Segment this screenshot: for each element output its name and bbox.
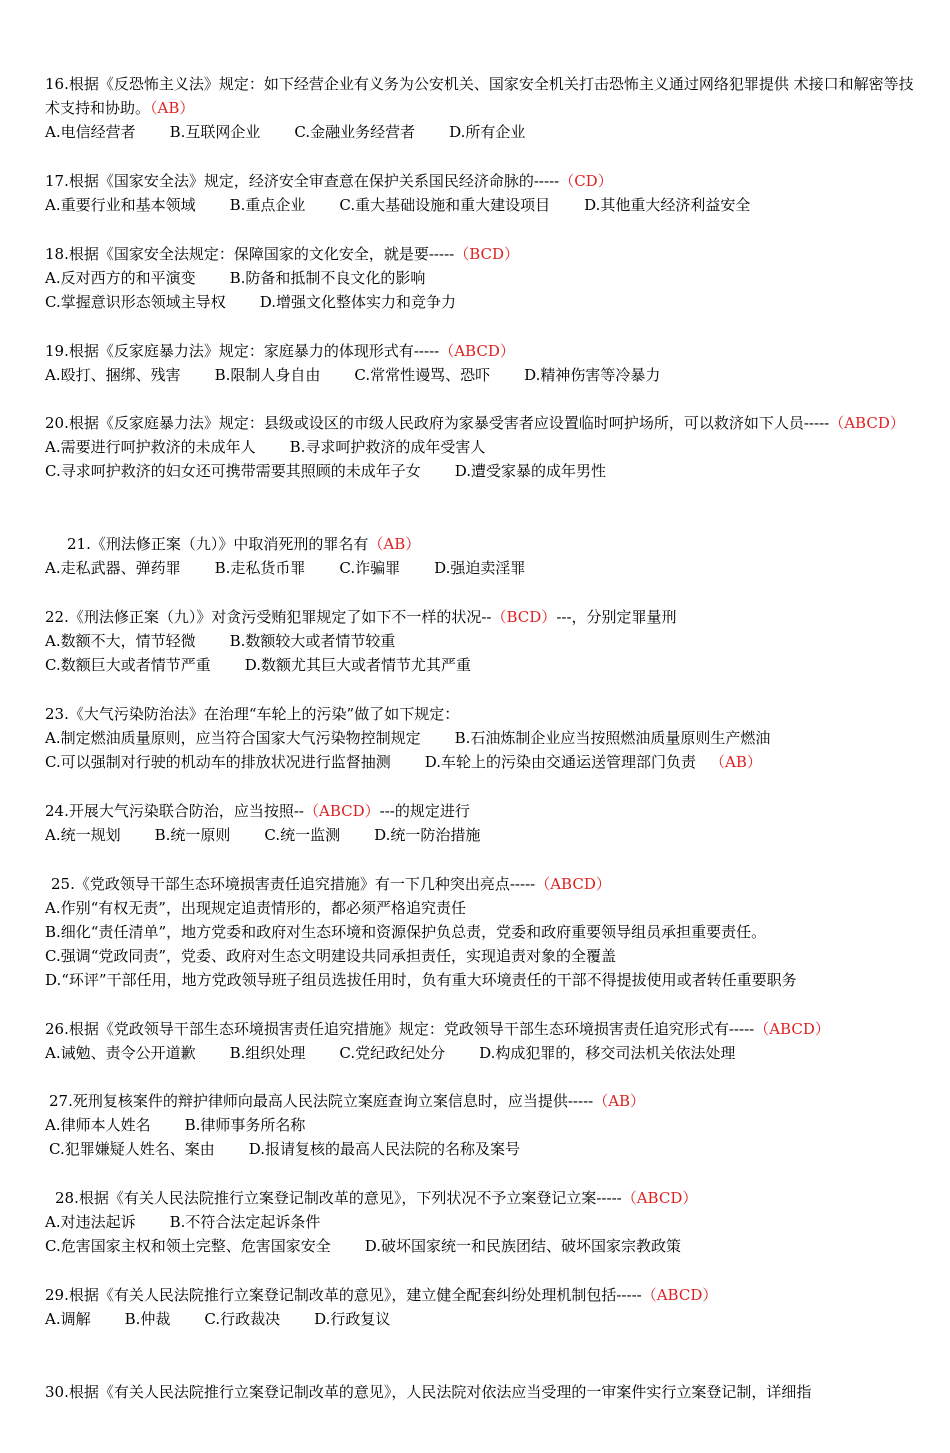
option-d: D.数额尤其巨大或者情节尤其严重 (244, 656, 471, 674)
options-row (45, 266, 915, 290)
options-row (45, 459, 915, 483)
answer-key: （AB） (709, 753, 762, 771)
question-30 (45, 1380, 915, 1404)
question-stem: 18.根据《国家安全法规定：保障国家的文化安全，就是要-----（BCD） (45, 245, 520, 263)
answer-key: （AB） (368, 535, 421, 553)
option-b: B.重点企业 (229, 196, 306, 214)
answer-key: （AB） (150, 99, 195, 117)
question-21 (45, 532, 915, 580)
question-27 (45, 1089, 915, 1161)
option-c: C.统一监测 (264, 826, 341, 844)
option-d: D.报请复核的最高人民法院的名称及案号 (248, 1140, 520, 1158)
option-a: A.对违法起诉 (45, 1213, 136, 1231)
option-b: B.寻求呵护救济的成年受害人 (289, 438, 486, 456)
option-c: C.党纪政纪处分 (339, 1044, 446, 1062)
options-row (45, 435, 915, 459)
option-a: A.制定燃油质量原则，应当符合国家大气污染物控制规定 (45, 729, 421, 747)
option-b: B.防备和抵制不良文化的影响 (229, 269, 426, 287)
question-stem: 17.根据《国家安全法》规定，经济安全审查意在保护关系国民经济命脉的-----（CD） (45, 172, 613, 190)
options-row (45, 1113, 915, 1137)
option-c: C.行政裁决 (204, 1310, 281, 1328)
question-17 (45, 169, 915, 217)
option-b: B.数额较大或者情节较重 (229, 632, 396, 650)
option-c: C.可以强制对行驶的机动车的排放状况进行监督抽测 (45, 753, 391, 771)
option-d: D.“环评”干部任用，地方党政领导班子组员选拔任用时，负有重大环境责任的干部不得提拔使用或者转任重要职务 (45, 971, 797, 989)
option-a: A.电信经营者 (45, 123, 136, 141)
question-18 (45, 242, 915, 314)
answer-key: （ABCD） (304, 802, 380, 820)
option-a: A.作别“有权无责”，出现规定追责情形的，都必须严格追究责任 (45, 899, 466, 917)
answer-key: （ABCD） (535, 875, 611, 893)
options-row (45, 823, 915, 847)
option-d: D.遭受家暴的成年男性 (454, 462, 606, 480)
options-row (45, 1137, 915, 1161)
option-d: D.统一防治措施 (374, 826, 481, 844)
options-row (45, 193, 915, 217)
option-b: B.互联网企业 (169, 123, 261, 141)
option-d: D.行政复议 (314, 1310, 391, 1328)
option-b: B.不符合法定起诉条件 (169, 1213, 321, 1231)
options-row (45, 1210, 915, 1234)
question-stem: 22.《刑法修正案（九）》对贪污受贿犯罪规定了如下不一样的状况--（BCD）---，分别定罪量刑 (45, 608, 677, 626)
option-c: C.掌握意识形态领域主导权 (45, 293, 226, 311)
options-row (45, 1234, 915, 1258)
option-b: B.统一原则 (154, 826, 231, 844)
answer-key: （ABCD） (641, 1286, 718, 1304)
answer-key: （BCD） (454, 245, 520, 263)
answer-key: （BCD） (491, 608, 557, 626)
options-row (45, 653, 915, 677)
option-a: A.调解 (45, 1310, 91, 1328)
question-stem: 19.根据《反家庭暴力法》规定：家庭暴力的体现形式有-----（ABCD） (45, 342, 515, 360)
question-stem: 20.根据《反家庭暴力法》规定：县级或设区的市级人民政府为家暴受害者应设置临时呵护场所，可以救济如下人员-----（ABCD） (45, 414, 905, 432)
option-b: B.组织处理 (229, 1044, 306, 1062)
option-a: A.诫勉、责令公开道歉 (45, 1044, 196, 1062)
question-stem: 25.《党政领导干部生态环境损害责任追究措施》有一下几种突出亮点-----（ABCD） (51, 875, 611, 893)
option-a: A.律师本人姓名 (45, 1116, 151, 1134)
options-row (45, 629, 915, 653)
options-row (45, 120, 915, 144)
option-a: A.反对西方的和平演变 (45, 269, 196, 287)
option-d: D.破坏国家统一和民族团结、破坏国家宗教政策 (364, 1237, 681, 1255)
question-29 (45, 1283, 915, 1331)
option-c: C.诈骗罪 (339, 559, 401, 577)
question-stem: 30.根据《有关人民法院推行立案登记制改革的意见》，人民法院对依法应当受理的一审案件实行立案登记制，详细指 (45, 1383, 812, 1401)
option-c: C.数额巨大或者情节严重 (45, 656, 211, 674)
question-24 (45, 799, 915, 847)
options-row (45, 290, 915, 314)
answer-key: （ABCD） (829, 414, 905, 432)
option-b: B.限制人身自由 (214, 366, 321, 384)
option-a: A.走私武器、弹药罪 (45, 559, 181, 577)
option-d: D.精神伤害等冷暴力 (524, 366, 661, 384)
answer-key: （ABCD） (621, 1189, 698, 1207)
option-b: B.仲裁 (124, 1310, 171, 1328)
option-b: B.走私货币罪 (214, 559, 306, 577)
option-c: C.犯罪嫌疑人姓名、案由 (49, 1140, 215, 1158)
option-c: C.常常性谩骂、恐吓 (354, 366, 491, 384)
option-c: C.强调“党政同责”，党委、政府对生态文明建设共同承担责任，实现追责对象的全覆盖 (45, 947, 617, 965)
option-c: C.金融业务经营者 (294, 123, 416, 141)
option-d: D.车轮上的污染由交通运送管理部门负责 (424, 753, 696, 771)
options-row (45, 1307, 915, 1331)
question-stem: 16.根据《反恐怖主义法》规定：如下经营企业有义务为公安机关、国家安全机关打击恐怖主义通过网络犯罪提供 术接口和解密等技术支持和协助。（AB） (45, 75, 914, 117)
option-c: C.寻求呵护救济的妇女还可携带需要其照顾的未成年子女 (45, 462, 421, 480)
option-a: A.需要进行呵护救济的未成年人 (45, 438, 256, 456)
question-20 (45, 411, 915, 483)
answer-key: （ABCD） (439, 342, 515, 360)
question-22 (45, 605, 915, 677)
question-stem: 23.《大气污染防治法》在治理“车轮上的污染”做了如下规定： (45, 705, 460, 723)
options-row (45, 556, 915, 580)
question-stem: 24.开展大气污染联合防治，应当按照--（ABCD）---的规定进行 (45, 802, 470, 820)
answer-key: （ABCD） (754, 1020, 830, 1038)
option-c: C.重大基础设施和重大建设项目 (339, 196, 551, 214)
question-stem: 28.根据《有关人民法院推行立案登记制改革的意见》，下列状况不予立案登记立案-----（ABCD） (55, 1189, 698, 1207)
answer-key: （CD） (559, 172, 613, 190)
options-row (45, 750, 915, 774)
option-b: B.石油炼制企业应当按照燃油质量原则生产燃油 (454, 729, 771, 747)
question-stem: 21.《刑法修正案（九）》中取消死刑的罪名有（AB） (67, 535, 421, 553)
option-a: A.殴打、捆绑、残害 (45, 366, 181, 384)
option-d: D.其他重大经济利益安全 (584, 196, 751, 214)
option-d: D.增强文化整体实力和竞争力 (259, 293, 456, 311)
question-28 (45, 1186, 915, 1258)
option-b: B.律师事务所名称 (184, 1116, 306, 1134)
option-c: C.危害国家主权和领土完整、危害国家安全 (45, 1237, 331, 1255)
option-a: A.统一规划 (45, 826, 121, 844)
option-d: D.强迫卖淫罪 (434, 559, 526, 577)
option-a: A.数额不大，情节轻微 (45, 632, 196, 650)
options-row (45, 726, 915, 750)
question-stem: 26.根据《党政领导干部生态环境损害责任追究措施》规定：党政领导干部生态环境损害责任追究形式有-----（ABCD） (45, 1020, 830, 1038)
question-stem: 27.死刑复核案件的辩护律师向最高人民法院立案庭查询立案信息时，应当提供-----（AB） (49, 1092, 646, 1110)
options-row (45, 1041, 915, 1065)
question-26 (45, 1017, 915, 1065)
option-b: B.细化“责任清单”，地方党委和政府对生态环境和资源保护负总责，党委和政府重要领导组员承担重要责任。 (45, 923, 767, 941)
options-row (45, 363, 915, 387)
answer-key: （AB） (593, 1092, 646, 1110)
option-d: D.所有企业 (449, 123, 526, 141)
question-19 (45, 339, 915, 387)
question-stem: 29.根据《有关人民法院推行立案登记制改革的意见》，建立健全配套纠纷处理机制包括-----（ABCD） (45, 1286, 718, 1304)
option-a: A.重要行业和基本领域 (45, 196, 196, 214)
question-23 (45, 702, 915, 774)
option-d: D.构成犯罪的，移交司法机关依法处理 (479, 1044, 736, 1062)
question-16 (45, 72, 915, 144)
question-25 (45, 872, 915, 992)
